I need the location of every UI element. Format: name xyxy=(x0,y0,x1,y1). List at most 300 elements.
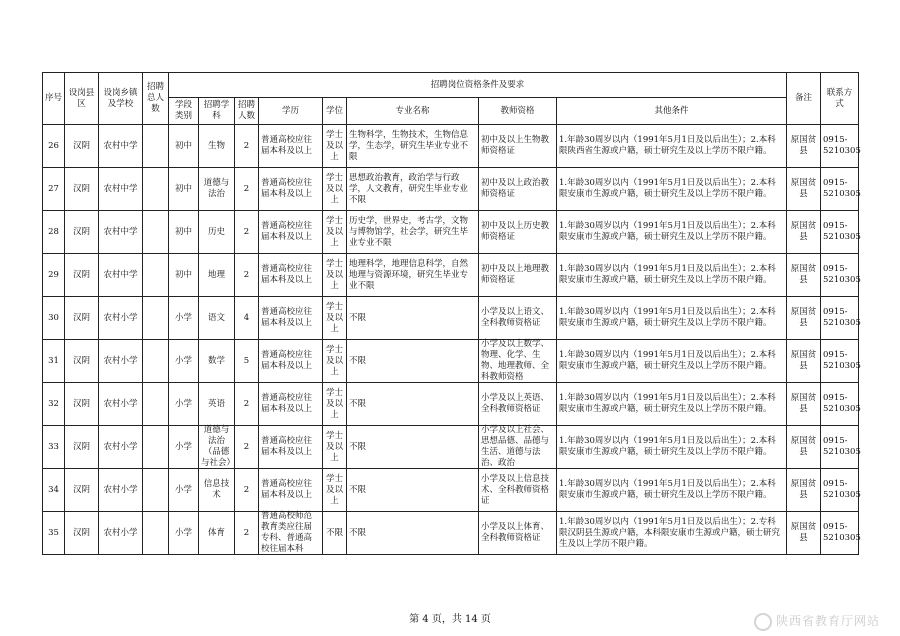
seq-text: 29 xyxy=(48,269,59,280)
county-text: 汉阴 xyxy=(72,183,90,194)
table-row xyxy=(43,125,859,168)
major-text: 地理科学，地理信息科学，自然地理与资源环境，研究生毕业专业不限 xyxy=(349,258,469,291)
cell-other xyxy=(557,383,787,426)
cell-education xyxy=(259,254,323,297)
other-text: 1.年龄30周岁以内（1991年5月1日及以后出生）；2.本科限陕西省生源或户籍，硕士研究生及以上学历不限户籍。 xyxy=(559,135,776,156)
table-row xyxy=(43,297,859,340)
education-text: 普通高校应往届本科及以上 xyxy=(261,436,313,457)
count-text: 2 xyxy=(243,527,250,538)
subject-text: 信息技术 xyxy=(203,479,230,500)
cell-count xyxy=(235,340,259,383)
cell-count xyxy=(235,469,259,512)
table-row xyxy=(43,426,859,469)
other-text: 1.年龄30周岁以内（1991年5月1日及以后出生）；2.本科限安康市生源或户籍，硕士研究生及以上学历不限户籍。 xyxy=(559,393,776,414)
total-cell xyxy=(143,512,169,555)
cell-degree xyxy=(323,469,347,512)
qualification-text: 小学及以上语文、全科教师资格证 xyxy=(481,307,550,328)
education-text: 普通高校应往届本科及以上 xyxy=(261,350,313,371)
cell-seq xyxy=(43,254,65,297)
cell-county xyxy=(65,297,99,340)
cell-count xyxy=(235,426,259,469)
major-text: 思想政治教育，政治学与行政学，人文教育，研究生毕业专业不限 xyxy=(349,172,469,205)
seq-text: 26 xyxy=(48,140,59,151)
cell-school xyxy=(99,340,143,383)
county-text: 汉阴 xyxy=(72,398,90,409)
cell-major xyxy=(347,383,479,426)
cell-subject xyxy=(199,168,235,211)
recruitment-table xyxy=(42,72,859,555)
cell-category xyxy=(169,297,199,340)
table-row xyxy=(43,254,859,297)
county-text: 汉阴 xyxy=(72,269,90,280)
cell-degree xyxy=(323,340,347,383)
qualification-text: 小学及以上数学、物理、化学、生物、地理教师、全科教师资格 xyxy=(481,339,550,382)
cell-school xyxy=(99,168,143,211)
seq-text: 35 xyxy=(48,527,59,538)
cell-major xyxy=(347,469,479,512)
other-text: 1.年龄30周岁以内（1991年5月1日及以后出生）；2.本科限安康市生源或户籍，硕士研究生及以上学历不限户籍。 xyxy=(559,178,776,199)
cell-category xyxy=(169,168,199,211)
cell-county xyxy=(65,168,99,211)
cell-qualification xyxy=(479,340,557,383)
cell-count xyxy=(235,168,259,211)
education-text: 普通高校应往届本科及以上 xyxy=(261,264,313,285)
cell-subject xyxy=(199,426,235,469)
cell-contact xyxy=(821,426,859,469)
cell-other xyxy=(557,340,787,383)
category-text: 小学 xyxy=(174,527,192,538)
cell-other xyxy=(557,254,787,297)
cell-contact xyxy=(821,254,859,297)
school-text: 农村中学 xyxy=(103,226,138,237)
subject-text: 地理 xyxy=(207,269,225,280)
county-text: 汉阴 xyxy=(72,484,90,495)
subject-text: 生物 xyxy=(207,140,225,151)
degree-text: 学士及以上 xyxy=(325,473,343,506)
cell-county xyxy=(65,211,99,254)
qualification-text: 初中及以上政治教师资格证 xyxy=(481,178,550,199)
cell-school xyxy=(99,383,143,426)
education-text: 普通高校应往届本科及以上 xyxy=(261,479,313,500)
qualification-text: 小学及以上英语、全科教师资格证 xyxy=(481,393,550,414)
total-cell xyxy=(143,340,169,383)
degree-text: 学士及以上 xyxy=(325,258,343,291)
cell-county xyxy=(65,125,99,168)
total-cell xyxy=(143,211,169,254)
cell-school xyxy=(99,125,143,168)
count-text: 2 xyxy=(243,269,250,280)
cell-major xyxy=(347,211,479,254)
cell-degree xyxy=(323,211,347,254)
cell-school xyxy=(99,297,143,340)
cell-qualification xyxy=(479,125,557,168)
remarks-text: 原国贫县 xyxy=(790,479,817,500)
county-text: 汉阴 xyxy=(72,140,90,151)
cell-degree xyxy=(323,426,347,469)
major-text: 不限 xyxy=(349,398,367,409)
cell-qualification xyxy=(479,383,557,426)
cell-school xyxy=(99,512,143,555)
school-text: 农村中学 xyxy=(103,140,138,151)
total-cell xyxy=(143,254,169,297)
cell-county xyxy=(65,383,99,426)
seq-text: 34 xyxy=(48,484,59,495)
total-cell xyxy=(143,469,169,512)
subject-text: 道德与法治 xyxy=(203,178,230,199)
education-text: 普通高校应往届本科及以上 xyxy=(261,221,313,242)
cell-remarks xyxy=(787,297,821,340)
cell-education xyxy=(259,297,323,340)
cell-category xyxy=(169,254,199,297)
degree-text: 学士及以上 xyxy=(325,430,343,463)
cell-education xyxy=(259,426,323,469)
category-text: 初中 xyxy=(174,269,192,280)
header-count: 招聘人数 xyxy=(235,98,259,125)
count-text: 2 xyxy=(243,183,250,194)
major-text: 生物科学，生物技术，生物信息学，生态学，研究生毕业专业不限 xyxy=(349,129,469,162)
count-text: 4 xyxy=(243,312,250,323)
remarks-text: 原国贫县 xyxy=(790,436,817,457)
cell-category xyxy=(169,469,199,512)
cell-remarks xyxy=(787,426,821,469)
contact-text: 0915-5210305 xyxy=(823,264,861,285)
header-education: 学历 xyxy=(259,98,323,125)
cell-subject xyxy=(199,297,235,340)
header-remarks: 备注 xyxy=(787,73,821,125)
cell-qualification xyxy=(479,168,557,211)
remarks-text: 原国贫县 xyxy=(790,221,817,242)
cell-degree xyxy=(323,512,347,555)
cell-other xyxy=(557,512,787,555)
cell-category xyxy=(169,211,199,254)
school-text: 农村小学 xyxy=(103,441,138,452)
contact-text: 0915-5210305 xyxy=(823,436,861,457)
major-text: 不限 xyxy=(349,441,367,452)
cell-qualification xyxy=(479,512,557,555)
cell-degree xyxy=(323,297,347,340)
cell-category xyxy=(169,340,199,383)
cell-subject xyxy=(199,125,235,168)
subject-text: 语文 xyxy=(207,312,225,323)
other-text: 1.年龄30周岁以内（1991年5月1日及以后出生）；2.本科限安康市生源或户籍，硕士研究生及以上学历不限户籍。 xyxy=(559,307,776,328)
education-text: 普通高校应往届本科及以上 xyxy=(261,135,313,156)
cell-county xyxy=(65,512,99,555)
header-subject: 招聘学科 xyxy=(199,98,235,125)
other-text: 1.年龄30周岁以内（1991年5月1日及以后出生）；2.本科限安康市生源或户籍，硕士研究生及以上学历不限户籍。 xyxy=(559,221,776,242)
education-text: 普通高校应往届本科及以上 xyxy=(261,393,313,414)
degree-text: 学士及以上 xyxy=(325,301,343,334)
cell-seq xyxy=(43,168,65,211)
other-text: 1.年龄30周岁以内（1991年5月1日及以后出生）；2.本科限安康市生源或户籍，硕士研究生及以上学历不限户籍。 xyxy=(559,264,776,285)
cell-other xyxy=(557,426,787,469)
contact-text: 0915-5210305 xyxy=(823,393,861,414)
cell-education xyxy=(259,340,323,383)
remarks-text: 原国贫县 xyxy=(790,307,817,328)
cell-contact xyxy=(821,297,859,340)
header-qualification: 教师资格 xyxy=(479,98,557,125)
qualification-text: 小学及以上体育、全科教师资格证 xyxy=(481,522,550,543)
category-text: 小学 xyxy=(174,484,192,495)
total-cell xyxy=(143,125,169,168)
total-cell xyxy=(143,168,169,211)
cell-other xyxy=(557,469,787,512)
cell-qualification xyxy=(479,254,557,297)
count-text: 2 xyxy=(243,226,250,237)
count-text: 5 xyxy=(243,355,250,366)
cell-count xyxy=(235,254,259,297)
cell-education xyxy=(259,211,323,254)
remarks-text: 原国贫县 xyxy=(790,135,817,156)
cell-other xyxy=(557,297,787,340)
table-row xyxy=(43,168,859,211)
county-text: 汉阴 xyxy=(72,441,90,452)
seq-text: 28 xyxy=(48,226,59,237)
subject-text: 体育 xyxy=(207,527,225,538)
header-seq: 序号 xyxy=(43,73,65,125)
cell-school xyxy=(99,426,143,469)
cell-remarks xyxy=(787,168,821,211)
cell-other xyxy=(557,125,787,168)
category-text: 初中 xyxy=(174,226,192,237)
education-text: 普通高校应往届本科及以上 xyxy=(261,307,313,328)
other-text: 1.年龄30周岁以内（1991年5月1日及以后出生）；2.专科限汉阴县生源或户籍，本科限安康市生源或户籍，硕士研究生及以上学历不限户籍。 xyxy=(559,516,781,549)
header-degree: 学位 xyxy=(323,98,347,125)
total-cell xyxy=(143,426,169,469)
contact-text: 0915-5210305 xyxy=(823,350,861,371)
contact-text: 0915-5210305 xyxy=(823,221,861,242)
qualification-text: 初中及以上地理教师资格证 xyxy=(481,264,550,285)
cell-remarks xyxy=(787,211,821,254)
degree-text: 不限 xyxy=(325,527,343,538)
cell-contact xyxy=(821,211,859,254)
cell-subject xyxy=(199,340,235,383)
cell-county xyxy=(65,426,99,469)
table-row xyxy=(43,340,859,383)
cell-major xyxy=(347,340,479,383)
category-text: 初中 xyxy=(174,183,192,194)
cell-remarks xyxy=(787,512,821,555)
cell-school xyxy=(99,254,143,297)
school-text: 农村小学 xyxy=(103,312,138,323)
degree-text: 学士及以上 xyxy=(325,129,343,162)
cell-qualification xyxy=(479,297,557,340)
cell-major xyxy=(347,426,479,469)
cell-subject xyxy=(199,254,235,297)
cell-count xyxy=(235,125,259,168)
cell-contact xyxy=(821,512,859,555)
total-cell xyxy=(143,383,169,426)
cell-degree xyxy=(323,125,347,168)
cell-other xyxy=(557,211,787,254)
cell-remarks xyxy=(787,383,821,426)
remarks-text: 原国贫县 xyxy=(790,522,817,543)
cell-count xyxy=(235,211,259,254)
school-text: 农村中学 xyxy=(103,183,138,194)
cell-qualification xyxy=(479,211,557,254)
cell-category xyxy=(169,383,199,426)
cell-seq xyxy=(43,512,65,555)
subject-text: 道德与法治（品德与社会） xyxy=(201,425,236,468)
total-cell xyxy=(143,297,169,340)
school-text: 农村小学 xyxy=(103,484,138,495)
remarks-text: 原国贫县 xyxy=(790,350,817,371)
cell-contact xyxy=(821,469,859,512)
cell-county xyxy=(65,469,99,512)
table-row xyxy=(43,211,859,254)
cell-school xyxy=(99,469,143,512)
count-text: 2 xyxy=(243,441,250,452)
other-text: 1.年龄30周岁以内（1991年5月1日及以后出生）；2.本科限安康市生源或户籍，硕士研究生及以上学历不限户籍。 xyxy=(559,436,776,457)
header-total: 招聘总人数 xyxy=(143,73,169,125)
cell-major xyxy=(347,125,479,168)
cell-education xyxy=(259,383,323,426)
cell-major xyxy=(347,168,479,211)
cell-category xyxy=(169,512,199,555)
category-text: 小学 xyxy=(174,398,192,409)
cell-remarks xyxy=(787,125,821,168)
cell-count xyxy=(235,297,259,340)
remarks-text: 原国贫县 xyxy=(790,178,817,199)
header-major: 专业名称 xyxy=(347,98,479,125)
cell-subject xyxy=(199,512,235,555)
cell-seq xyxy=(43,469,65,512)
cell-education xyxy=(259,469,323,512)
header-county: 设岗县区 xyxy=(65,73,99,125)
cell-count xyxy=(235,512,259,555)
major-text: 不限 xyxy=(349,527,367,538)
contact-text: 0915-5210305 xyxy=(823,178,861,199)
cell-count xyxy=(235,383,259,426)
contact-text: 0915-5210305 xyxy=(823,135,861,156)
header-school: 设岗乡镇及学校 xyxy=(99,73,143,125)
county-text: 汉阴 xyxy=(72,312,90,323)
cell-other xyxy=(557,168,787,211)
degree-text: 学士及以上 xyxy=(325,387,343,420)
cell-qualification xyxy=(479,469,557,512)
qualification-text: 初中及以上历史教师资格证 xyxy=(481,221,550,242)
cell-remarks xyxy=(787,254,821,297)
seq-text: 27 xyxy=(48,183,59,194)
cell-major xyxy=(347,512,479,555)
major-text: 不限 xyxy=(349,484,367,495)
cell-seq xyxy=(43,383,65,426)
school-text: 农村小学 xyxy=(103,355,138,366)
remarks-text: 原国贫县 xyxy=(790,393,817,414)
degree-text: 学士及以上 xyxy=(325,215,343,248)
header-requirements: 招聘岗位资格条件及要求 xyxy=(169,73,787,98)
qualification-text: 初中及以上生物教师资格证 xyxy=(481,135,550,156)
county-text: 汉阴 xyxy=(72,527,90,538)
cell-contact xyxy=(821,168,859,211)
remarks-text: 原国贫县 xyxy=(790,264,817,285)
cell-degree xyxy=(323,383,347,426)
cell-category xyxy=(169,125,199,168)
degree-text: 学士及以上 xyxy=(325,344,343,377)
cell-qualification xyxy=(479,426,557,469)
table-row xyxy=(43,469,859,512)
contact-text: 0915-5210305 xyxy=(823,307,861,328)
cell-subject xyxy=(199,211,235,254)
other-text: 1.年龄30周岁以内（1991年5月1日及以后出生）；2.本科限安康市生源或户籍，硕士研究生及以上学历不限户籍。 xyxy=(559,479,776,500)
cell-seq xyxy=(43,297,65,340)
qualification-text: 小学及以上社会、思想品德、品德与生活、道德与法治、政治 xyxy=(481,425,550,468)
header-contact: 联系方式 xyxy=(821,73,859,125)
table-row xyxy=(43,512,859,555)
school-text: 农村小学 xyxy=(103,527,138,538)
education-text: 普通高校应往届本科及以上 xyxy=(261,178,313,199)
cell-category xyxy=(169,426,199,469)
cell-seq xyxy=(43,426,65,469)
cell-county xyxy=(65,340,99,383)
county-text: 汉阴 xyxy=(72,355,90,366)
cell-degree xyxy=(323,168,347,211)
cell-remarks xyxy=(787,340,821,383)
subject-text: 英语 xyxy=(207,398,225,409)
subject-text: 历史 xyxy=(207,226,225,237)
header-other: 其他条件 xyxy=(557,98,787,125)
cell-county xyxy=(65,254,99,297)
watermark-text: 陕西省教育厅网站 xyxy=(775,614,880,628)
cell-contact xyxy=(821,125,859,168)
seq-text: 32 xyxy=(48,398,59,409)
subject-text: 数学 xyxy=(207,355,225,366)
category-text: 小学 xyxy=(174,312,192,323)
cell-seq xyxy=(43,125,65,168)
cell-major xyxy=(347,297,479,340)
major-text: 历史学，世界史，考古学，文物与博物馆学，社会学，研究生毕业专业不限 xyxy=(349,215,469,248)
education-text: 普通高校师范教育类应往届专科、普通高校往届本科 xyxy=(261,511,313,554)
county-text: 汉阴 xyxy=(72,226,90,237)
seq-text: 31 xyxy=(48,355,59,366)
watermark-logo-icon xyxy=(754,613,772,631)
degree-text: 学士及以上 xyxy=(325,172,343,205)
major-text: 不限 xyxy=(349,312,367,323)
contact-text: 0915-5210305 xyxy=(823,479,861,500)
category-text: 小学 xyxy=(174,355,192,366)
count-text: 2 xyxy=(243,484,250,495)
cell-degree xyxy=(323,254,347,297)
cell-seq xyxy=(43,211,65,254)
cell-subject xyxy=(199,469,235,512)
cell-subject xyxy=(199,383,235,426)
seq-text: 30 xyxy=(48,312,59,323)
category-text: 小学 xyxy=(174,441,192,452)
count-text: 2 xyxy=(243,398,250,409)
count-text: 2 xyxy=(243,140,250,151)
cell-education xyxy=(259,125,323,168)
major-text: 不限 xyxy=(349,355,367,366)
page-number: 第 4 页，共 14 页 xyxy=(409,614,491,625)
cell-major xyxy=(347,254,479,297)
category-text: 初中 xyxy=(174,140,192,151)
table-row xyxy=(43,383,859,426)
cell-remarks xyxy=(787,469,821,512)
seq-text: 33 xyxy=(48,441,59,452)
watermark xyxy=(754,612,880,631)
other-text: 1.年龄30周岁以内（1991年5月1日及以后出生）；2.本科限安康市生源或户籍，硕士研究生及以上学历不限户籍。 xyxy=(559,350,776,371)
contact-text: 0915-5210305 xyxy=(823,522,861,543)
cell-contact xyxy=(821,383,859,426)
school-text: 农村中学 xyxy=(103,269,138,280)
qualification-text: 小学及以上信息技术、全科教师资格证 xyxy=(481,473,550,506)
cell-seq xyxy=(43,340,65,383)
cell-education xyxy=(259,512,323,555)
cell-education xyxy=(259,168,323,211)
cell-school xyxy=(99,211,143,254)
school-text: 农村小学 xyxy=(103,398,138,409)
header-category: 学段类别 xyxy=(169,98,199,125)
cell-contact xyxy=(821,340,859,383)
